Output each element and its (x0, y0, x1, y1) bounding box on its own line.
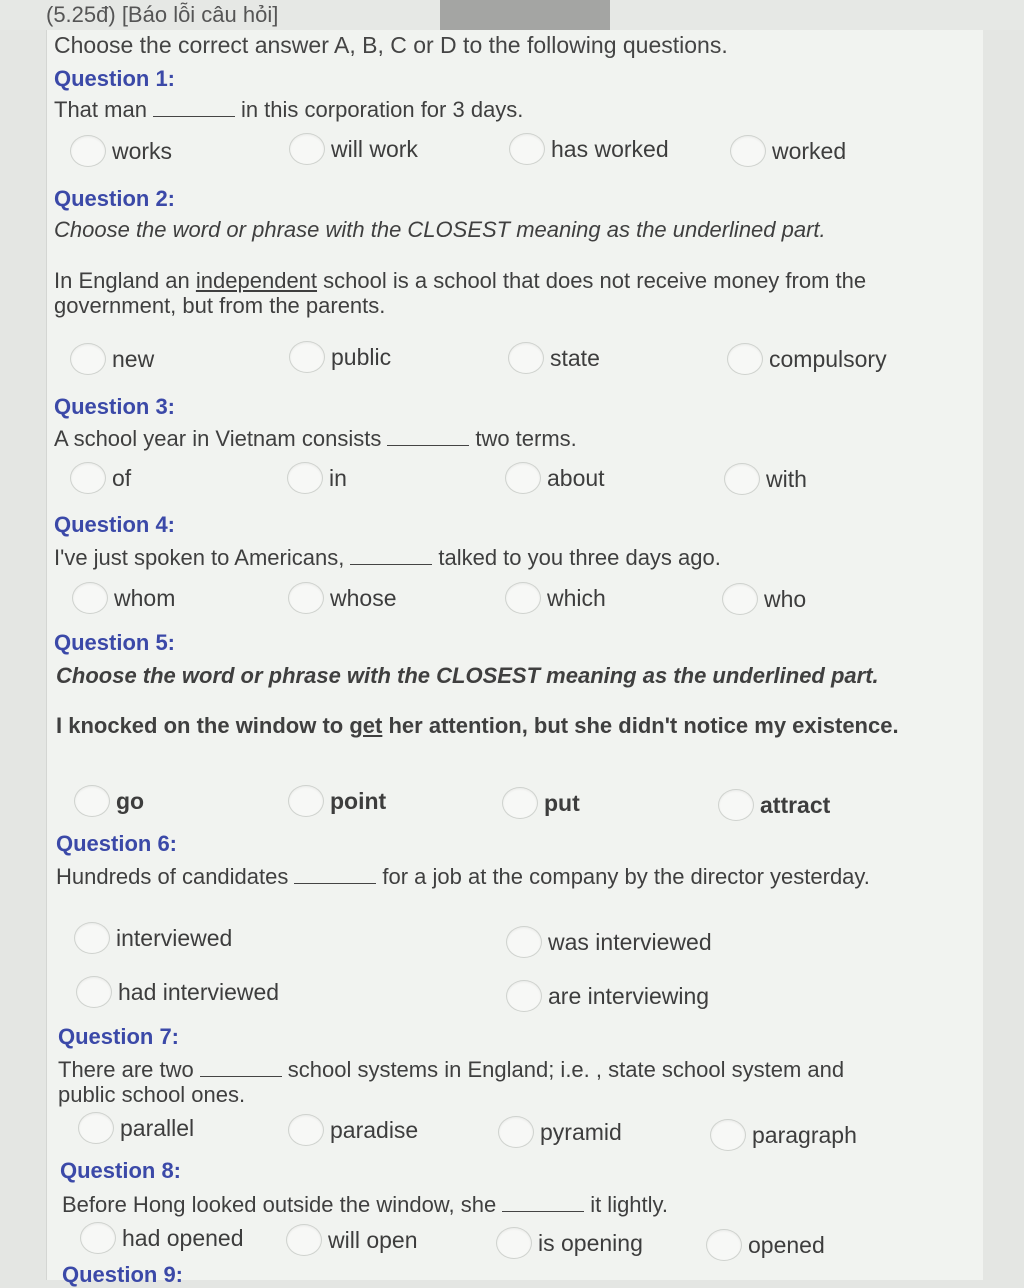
q1-option-b[interactable]: will work (289, 131, 418, 167)
q8-option-c[interactable]: is opening (496, 1225, 643, 1261)
radio-button[interactable] (70, 462, 106, 494)
q3-option-a[interactable]: of (70, 460, 131, 496)
q6-option-d[interactable]: are interviewing (506, 978, 709, 1014)
question-5-instruction: Choose the word or phrase with the CLOSEST meaning as the underlined part. (56, 663, 879, 688)
q2-option-d[interactable]: compulsory (727, 341, 887, 377)
radio-button[interactable] (710, 1119, 746, 1151)
q7-option-d[interactable]: paragraph (710, 1117, 857, 1153)
underlined-word: independent (195, 268, 318, 293)
radio-button[interactable] (505, 462, 541, 494)
question-7-title: Question 7: (58, 1024, 180, 1049)
radio-button[interactable] (74, 785, 110, 817)
q3-option-d[interactable]: with (724, 461, 807, 497)
q5-option-c[interactable]: put (502, 785, 580, 821)
question-8-title: Question 8: (60, 1158, 182, 1183)
question-2-sentence: In England an independent school is a school that does not receive money from the government, but from the parents. (54, 268, 867, 318)
question-5-title: Question 5: (54, 630, 176, 655)
radio-button[interactable] (509, 133, 545, 165)
question-2-title: Question 2: (54, 186, 176, 211)
radio-button[interactable] (288, 582, 324, 614)
radio-button[interactable] (496, 1227, 532, 1259)
radio-button[interactable] (505, 582, 541, 614)
question-1-text (54, 97, 934, 122)
radio-button[interactable] (286, 1224, 322, 1256)
q7-option-a[interactable]: parallel (78, 1110, 194, 1146)
q6-option-b[interactable]: was interviewed (506, 924, 712, 960)
radio-button[interactable] (506, 926, 542, 958)
q7-option-c[interactable]: pyramid (498, 1114, 622, 1150)
q6-option-a[interactable]: interviewed (74, 920, 232, 956)
radio-button[interactable] (289, 133, 325, 165)
answer-blank (350, 563, 432, 565)
radio-button[interactable] (80, 1222, 116, 1254)
answer-blank (153, 115, 235, 117)
question-1-title: Question 1: (54, 66, 176, 91)
underlined-word: get (349, 713, 383, 738)
answer-blank (200, 1075, 282, 1077)
q5-option-b[interactable]: point (288, 783, 386, 819)
radio-button[interactable] (508, 342, 544, 374)
top-bar (0, 0, 1024, 30)
question-4-text: I've just spoken to Americans, talked to you three days ago. (54, 545, 721, 570)
radio-button[interactable] (718, 789, 754, 821)
q1-text-before: That man (54, 97, 147, 122)
q2-option-b[interactable]: public (289, 339, 391, 375)
q1-text-after: in this corporation for 3 days. (240, 97, 524, 122)
question-4-title: Question 4: (54, 512, 176, 537)
instruction-text: Choose the correct answer A, B, C or D to the following questions. (54, 32, 728, 58)
q4-option-a[interactable]: whom (72, 580, 175, 616)
radio-button[interactable] (502, 787, 538, 819)
question-9-title: Question 9: (62, 1262, 184, 1287)
answer-blank (502, 1210, 584, 1212)
question-3-title: Question 3: (54, 394, 176, 419)
answer-blank (387, 444, 469, 446)
q4-option-c[interactable]: which (505, 580, 606, 616)
q1-option-c[interactable]: has worked (509, 131, 669, 167)
q8-option-d[interactable]: opened (706, 1227, 825, 1263)
radio-button[interactable] (722, 583, 758, 615)
radio-button[interactable] (74, 922, 110, 954)
q1-option-a[interactable]: works (70, 133, 172, 169)
q5-option-d[interactable]: attract (718, 787, 830, 823)
question-2-instruction: Choose the word or phrase with the CLOSEST meaning as the underlined part. (54, 217, 826, 242)
q8-option-a[interactable]: had opened (80, 1220, 244, 1256)
radio-button[interactable] (727, 343, 763, 375)
radio-button[interactable] (288, 785, 324, 817)
q2-option-c[interactable]: state (508, 340, 600, 376)
radio-button[interactable] (70, 343, 106, 375)
radio-button[interactable] (78, 1112, 114, 1144)
question-6-title: Question 6: (56, 831, 178, 856)
radio-button[interactable] (724, 463, 760, 495)
radio-button[interactable] (72, 582, 108, 614)
score-report-link[interactable]: (5.25đ) [Báo lỗi câu hỏi] (46, 2, 279, 27)
q8-option-b[interactable]: will open (286, 1222, 418, 1258)
question-7-text: There are two school systems in England; i.e. , state school system and public school ones. (58, 1057, 845, 1107)
q4-option-d[interactable]: who (722, 581, 806, 617)
question-5-sentence: I knocked on the window to get her attention, but she didn't notice my existence. (56, 713, 899, 738)
q7-option-b[interactable]: paradise (288, 1112, 418, 1148)
radio-button[interactable] (287, 462, 323, 494)
question-3-text: A school year in Vietnam consists two terms. (54, 426, 577, 451)
radio-button[interactable] (730, 135, 766, 167)
q4-option-b[interactable]: whose (288, 580, 396, 616)
q5-option-a[interactable]: go (74, 783, 144, 819)
q3-option-b[interactable]: in (287, 460, 347, 496)
q1-option-d[interactable]: worked (730, 133, 846, 169)
q3-option-c[interactable]: about (505, 460, 605, 496)
radio-button[interactable] (706, 1229, 742, 1261)
radio-button[interactable] (506, 980, 542, 1012)
radio-button[interactable] (498, 1116, 534, 1148)
q6-option-c[interactable]: had interviewed (76, 974, 279, 1010)
radio-button[interactable] (289, 341, 325, 373)
radio-button[interactable] (288, 1114, 324, 1146)
q2-option-a[interactable]: new (70, 341, 154, 377)
radio-button[interactable] (76, 976, 112, 1008)
question-6-text: Hundreds of candidates for a job at the company by the director yesterday. (56, 864, 870, 889)
answer-blank (294, 882, 376, 884)
radio-button[interactable] (70, 135, 106, 167)
question-8-text: Before Hong looked outside the window, she it lightly. (62, 1192, 669, 1217)
